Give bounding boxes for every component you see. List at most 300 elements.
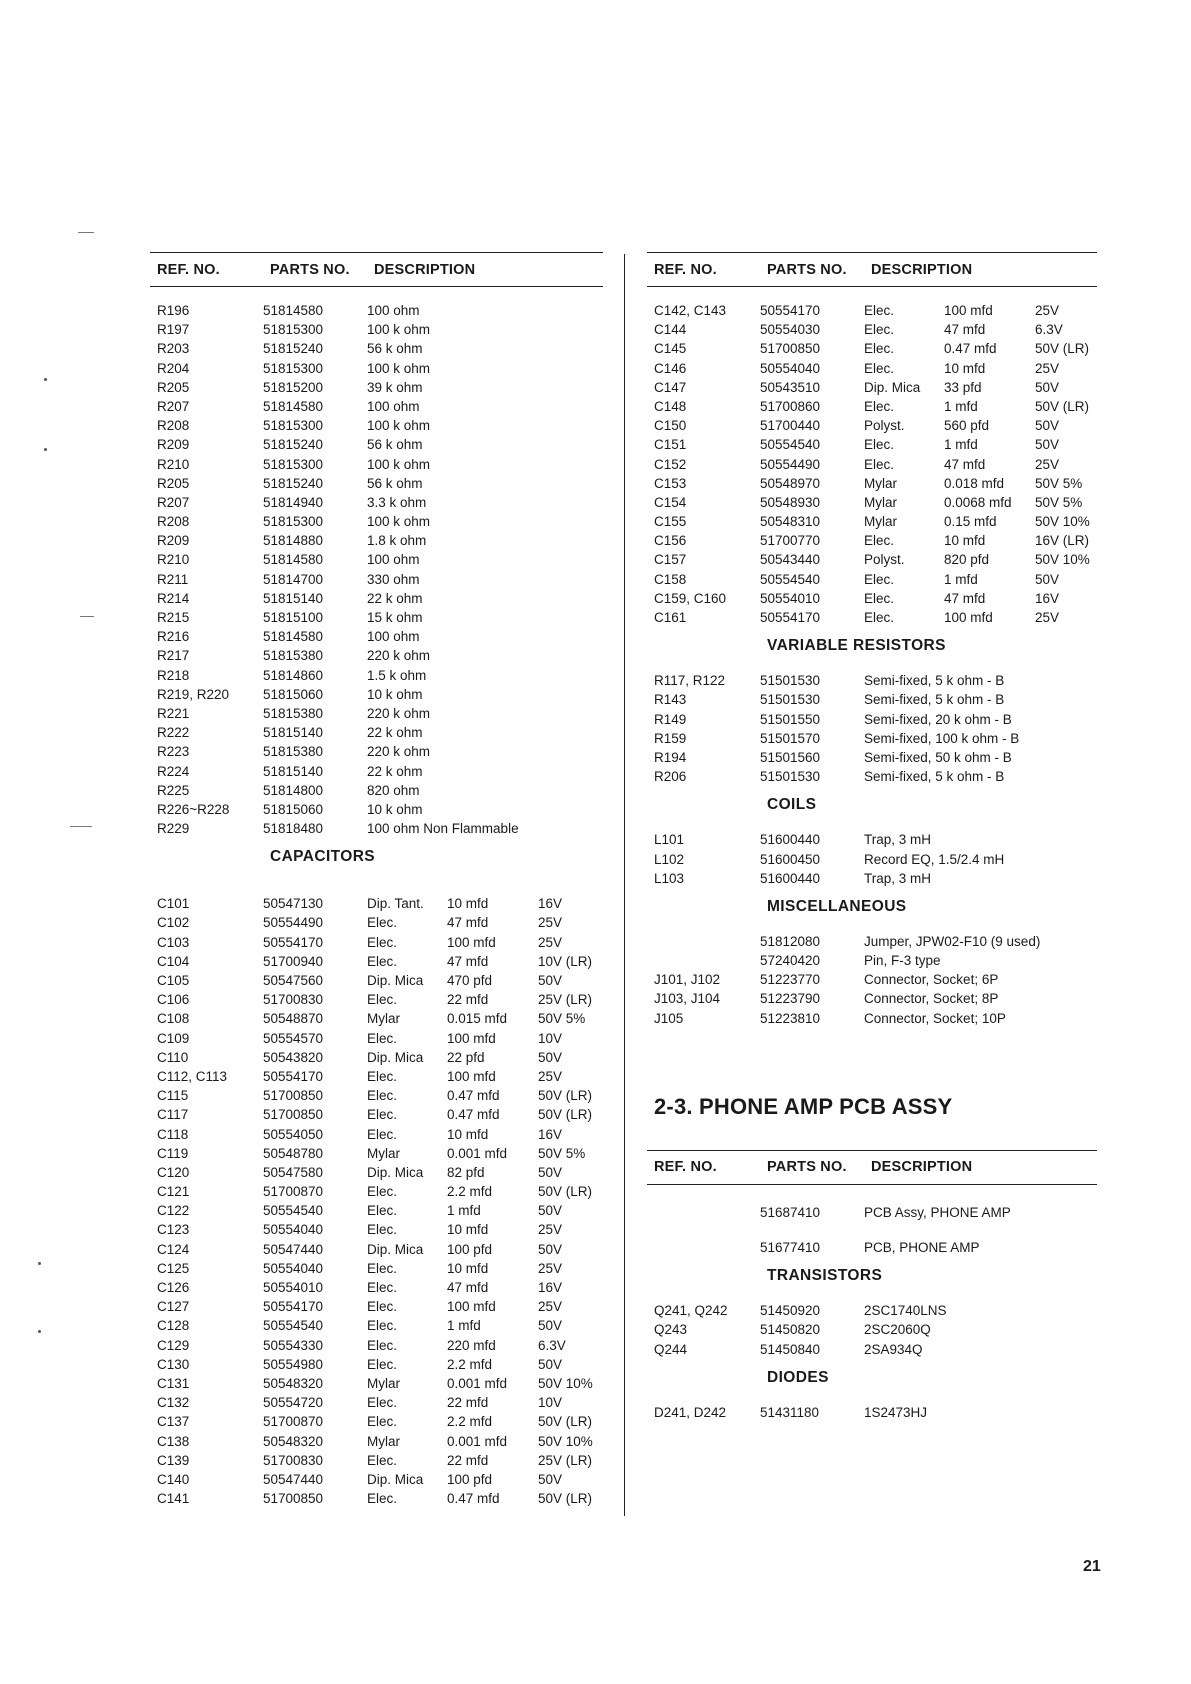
- resistor-row: [150, 762, 603, 781]
- value-cell: 100 mfd: [447, 934, 496, 950]
- description-cell: Record EQ, 1.5/2.4 mH: [864, 851, 1005, 867]
- ref-no-cell: R149: [654, 711, 687, 727]
- description-cell: 220 k ohm: [367, 648, 431, 664]
- parts-no-cell: 51815380: [263, 705, 324, 721]
- variable-resistor-row: [647, 690, 1097, 709]
- resistor-row: [150, 685, 603, 704]
- ref-no-cell: Q241, Q242: [654, 1303, 728, 1319]
- rating-cell: 50V: [1035, 418, 1060, 434]
- parts-no-cell: 51700940: [263, 953, 324, 969]
- capacitor-row: [150, 1432, 603, 1451]
- parts-no-cell: 51814580: [263, 629, 324, 645]
- ref-no-cell: C117: [157, 1107, 189, 1123]
- misc-row: [647, 970, 1097, 989]
- description-cell: 10 k ohm: [367, 686, 423, 702]
- parts-no-header: PARTS NO.: [767, 261, 847, 278]
- capacitor-row: [647, 493, 1097, 512]
- description-cell: Trap, 3 mH: [864, 870, 932, 886]
- parts-no-cell: 50554540: [760, 571, 821, 587]
- capacitor-row: [150, 1105, 603, 1124]
- value-cell: 1 mfd: [944, 398, 978, 414]
- parts-no-cell: 50554330: [263, 1337, 324, 1353]
- value-cell: 1 mfd: [944, 437, 978, 453]
- type-cell: Elec.: [864, 533, 895, 549]
- value-cell: 1 mfd: [447, 1203, 481, 1219]
- parts-no-cell: 51815300: [263, 456, 324, 472]
- type-cell: Elec.: [864, 590, 895, 606]
- capacitor-row: [150, 894, 603, 913]
- description-header: DESCRIPTION: [871, 261, 973, 278]
- spacer: [647, 287, 1097, 301]
- rating-cell: 25V: [538, 1068, 563, 1084]
- rating-cell: 50V: [538, 1164, 563, 1180]
- parts-no-cell: 50547130: [263, 896, 324, 912]
- spacer: [150, 287, 603, 301]
- spacer: [150, 876, 603, 894]
- rating-cell: 6.3V: [538, 1337, 566, 1353]
- type-cell: Elec.: [864, 303, 895, 318]
- type-cell: Elec.: [367, 1260, 398, 1276]
- type-cell: Elec.: [367, 1222, 398, 1238]
- rating-cell: 10V: [538, 1395, 563, 1411]
- description-header: DESCRIPTION: [871, 1159, 973, 1176]
- ref-no-cell: C148: [654, 398, 687, 414]
- variable-resistor-list: [647, 671, 1097, 786]
- value-cell: 33 pfd: [944, 379, 982, 395]
- rating-cell: 25V: [1035, 303, 1060, 318]
- ref-no-cell: R216: [157, 629, 190, 645]
- parts-no-cell: 51815380: [263, 648, 324, 664]
- resistor-row: [150, 378, 603, 397]
- rating-cell: 25V: [1035, 610, 1060, 625]
- parts-no-cell: 51700830: [263, 992, 324, 1008]
- ref-no-cell: R211: [157, 571, 189, 587]
- capacitor-row: [150, 1374, 603, 1393]
- capacitor-list: [647, 301, 1097, 627]
- capacitor-row: [647, 301, 1097, 320]
- parts-no-cell: 51501550: [760, 711, 821, 727]
- spacer: [647, 1028, 1097, 1084]
- parts-no-cell: 50554050: [263, 1126, 324, 1142]
- resistor-row: [150, 800, 603, 819]
- description-cell: 100 k ohm: [367, 322, 431, 338]
- ref-no-cell: C155: [654, 514, 687, 530]
- resistor-row: [150, 819, 603, 838]
- rating-cell: 50V: [1035, 379, 1060, 395]
- section-heading: 2-3. PHONE AMP PCB ASSY: [654, 1093, 953, 1119]
- ref-no-cell: C110: [157, 1049, 189, 1065]
- parts-no-cell: 51501530: [760, 769, 821, 785]
- value-cell: 470 pfd: [447, 973, 493, 988]
- scan-dot: [38, 1262, 41, 1265]
- value-cell: 100 mfd: [944, 610, 993, 625]
- ref-no-cell: R217: [157, 648, 190, 664]
- capacitors-title: CAPACITORS: [270, 848, 376, 866]
- capacitor-row: [150, 1182, 603, 1201]
- ref-no-cell: J103, J104: [654, 991, 721, 1007]
- type-cell: Elec.: [367, 1356, 398, 1372]
- type-cell: Elec.: [367, 1203, 398, 1219]
- ref-no-cell: C105: [157, 973, 190, 988]
- ref-no-cell: C123: [157, 1222, 190, 1238]
- parts-no-cell: 50548970: [760, 475, 821, 491]
- ref-no-cell: C118: [157, 1126, 189, 1142]
- parts-no-cell: 51812080: [760, 933, 821, 949]
- parts-no-cell: 51700860: [760, 398, 821, 414]
- capacitor-row: [647, 512, 1097, 531]
- resistor-row: [150, 455, 603, 474]
- right-parts-table: [647, 252, 1097, 1422]
- assy-list: [647, 1203, 1097, 1257]
- rating-cell: 6.3V: [1035, 322, 1063, 338]
- capacitor-row: [150, 1144, 603, 1163]
- rating-cell: 50V: [1035, 437, 1060, 453]
- parts-no-cell: 51431180: [760, 1404, 820, 1420]
- ref-no-cell: C151: [654, 437, 687, 453]
- description-cell: 22 k ohm: [367, 590, 423, 606]
- parts-no-header: PARTS NO.: [270, 261, 350, 278]
- ref-no-header: REF. NO.: [654, 261, 717, 278]
- ref-no-cell: C161: [654, 610, 687, 625]
- value-cell: 0.001 mfd: [447, 1433, 508, 1449]
- description-cell: 39 k ohm: [367, 379, 423, 395]
- description-cell: Semi-fixed, 5 k ohm - B: [864, 692, 1005, 708]
- description-cell: 15 k ohm: [367, 610, 423, 625]
- type-cell: Dip. Tant.: [367, 896, 424, 912]
- ref-no-cell: R229: [157, 821, 190, 837]
- ref-no-cell: C101: [157, 896, 190, 912]
- description-header: DESCRIPTION: [374, 261, 476, 278]
- resistor-row: [150, 359, 603, 378]
- capacitor-row: [647, 435, 1097, 454]
- description-cell: 100 ohm: [367, 629, 420, 645]
- capacitor-row: [150, 1259, 603, 1278]
- ref-no-cell: R210: [157, 552, 190, 568]
- parts-no-cell: 51815300: [263, 514, 324, 530]
- ref-no-cell: L103: [654, 870, 685, 886]
- description-cell: Semi-fixed, 20 k ohm - B: [864, 711, 1012, 727]
- value-cell: 0.015 mfd: [447, 1011, 508, 1027]
- resistor-row: [150, 742, 603, 761]
- ref-no-cell: C158: [654, 571, 687, 587]
- transistor-row: [647, 1340, 1097, 1359]
- parts-no-cell: 51700830: [263, 1452, 324, 1468]
- ref-no-cell: C137: [157, 1414, 190, 1430]
- type-cell: Elec.: [367, 1184, 398, 1200]
- value-cell: 100 mfd: [447, 1299, 496, 1315]
- ref-no-cell: C141: [157, 1491, 190, 1507]
- ref-no-cell: C140: [157, 1471, 190, 1487]
- type-cell: Elec.: [367, 1337, 398, 1353]
- ref-no-cell: C125: [157, 1260, 190, 1276]
- type-cell: Elec.: [367, 1280, 398, 1295]
- misc-row: [647, 989, 1097, 1008]
- type-cell: Elec.: [367, 915, 398, 931]
- description-cell: 100 k ohm: [367, 514, 431, 530]
- description-cell: 22 k ohm: [367, 763, 423, 779]
- rating-cell: 50V (LR): [1035, 398, 1090, 414]
- parts-no-cell: 50554170: [263, 934, 324, 950]
- capacitor-row: [647, 397, 1097, 416]
- ref-no-cell: C112, C113: [157, 1068, 228, 1084]
- description-cell: Semi-fixed, 50 k ohm - B: [864, 749, 1012, 765]
- parts-no-cell: 51501560: [760, 749, 821, 765]
- resistor-row: [150, 608, 603, 627]
- parts-no-cell: 50554980: [263, 1356, 324, 1372]
- misc-list: [647, 932, 1097, 1028]
- description-cell: 100 ohm: [367, 398, 420, 414]
- value-cell: 10 mfd: [447, 1222, 489, 1238]
- parts-no-cell: 51814580: [263, 398, 324, 414]
- ref-no-cell: R194: [654, 749, 687, 765]
- value-cell: 0.001 mfd: [447, 1145, 508, 1161]
- value-cell: 100 pfd: [447, 1471, 493, 1487]
- ref-no-cell: J105: [654, 1010, 684, 1026]
- value-cell: 560 pfd: [944, 418, 990, 434]
- parts-no-cell: 50554040: [760, 360, 821, 376]
- ref-no-cell: C104: [157, 953, 190, 969]
- ref-no-cell: C115: [157, 1088, 189, 1104]
- parts-no-cell: 57240420: [760, 953, 821, 969]
- ref-no-cell: R214: [157, 590, 190, 606]
- table-header: [647, 1150, 1097, 1185]
- resistor-list: [150, 301, 603, 838]
- parts-no-cell: 51815060: [263, 801, 324, 817]
- ref-no-cell: C128: [157, 1318, 190, 1334]
- parts-no-cell: 50554030: [760, 322, 821, 338]
- type-cell: Elec.: [864, 437, 895, 453]
- value-cell: 47 mfd: [944, 590, 986, 606]
- type-cell: Elec.: [367, 1107, 398, 1123]
- ref-no-cell: L102: [654, 851, 685, 867]
- scan-dot: [38, 1330, 41, 1333]
- rating-cell: 50V: [538, 1318, 563, 1334]
- ref-no-cell: Q243: [654, 1322, 688, 1338]
- value-cell: 0.47 mfd: [447, 1491, 500, 1507]
- capacitor-row: [647, 608, 1097, 627]
- parts-no-cell: 51815300: [263, 360, 324, 376]
- resistor-row: [150, 397, 603, 416]
- description-cell: Connector, Socket; 6P: [864, 972, 999, 988]
- value-cell: 100 pfd: [447, 1241, 493, 1257]
- parts-no-cell: 50547440: [263, 1471, 324, 1487]
- capacitor-row: [647, 474, 1097, 493]
- transistor-list: [647, 1301, 1097, 1359]
- ref-no-cell: J101, J102: [654, 972, 721, 988]
- description-cell: Jumper, JPW02-F10 (9 used): [864, 933, 1041, 949]
- ref-no-cell: C109: [157, 1030, 190, 1046]
- description-cell: Connector, Socket; 8P: [864, 991, 999, 1007]
- ref-no-cell: R204: [157, 360, 190, 376]
- parts-no-cell: 51700440: [760, 418, 821, 434]
- ref-no-cell: C126: [157, 1280, 190, 1295]
- ref-no-cell: C130: [157, 1356, 190, 1372]
- coil-row: [647, 869, 1097, 888]
- parts-no-cell: 51223770: [760, 972, 821, 988]
- parts-no-cell: 51600450: [760, 851, 821, 867]
- ref-no-cell: R223: [157, 744, 190, 760]
- capacitor-row: [647, 531, 1097, 550]
- parts-no-cell: 51600440: [760, 832, 821, 848]
- ref-no-cell: C103: [157, 934, 190, 950]
- parts-no-cell: 51700870: [263, 1184, 324, 1200]
- capacitor-row: [150, 1297, 603, 1316]
- scan-dot: [44, 448, 47, 451]
- parts-no-cell: 50543510: [760, 379, 821, 395]
- page-number: 21: [1083, 1558, 1101, 1575]
- value-cell: 100 mfd: [447, 1030, 496, 1046]
- description-cell: 2SA934Q: [864, 1341, 923, 1357]
- description-cell: 220 k ohm: [367, 744, 431, 760]
- type-cell: Elec.: [864, 610, 895, 625]
- description-cell: 220 k ohm: [367, 705, 431, 721]
- type-cell: Dip. Mica: [367, 1049, 424, 1065]
- rating-cell: 25V: [538, 1299, 563, 1315]
- ref-no-cell: R221: [157, 705, 190, 721]
- capacitor-row: [647, 570, 1097, 589]
- parts-no-cell: 51815240: [263, 475, 324, 491]
- ref-no-cell: C147: [654, 379, 687, 395]
- ref-no-cell: R203: [157, 341, 190, 357]
- parts-no-cell: 51501570: [760, 730, 821, 746]
- description-cell: 22 k ohm: [367, 725, 423, 741]
- parts-no-cell: 50548930: [760, 494, 821, 510]
- ref-no-cell: C108: [157, 1011, 190, 1027]
- parts-no-cell: 51814580: [263, 303, 324, 318]
- ref-no-cell: R219, R220: [157, 686, 230, 702]
- parts-no-cell: 50554540: [760, 437, 821, 453]
- capacitor-row: [150, 913, 603, 932]
- description-cell: 1.8 k ohm: [367, 533, 427, 549]
- assy-row: [647, 1203, 1097, 1222]
- value-cell: 0.47 mfd: [447, 1088, 500, 1104]
- variable-resistors-title: VARIABLE RESISTORS: [767, 637, 946, 655]
- rating-cell: 10V (LR): [538, 953, 593, 969]
- parts-no-cell: 51677410: [760, 1240, 821, 1255]
- variable-resistor-row: [647, 729, 1097, 748]
- type-cell: Dip. Mica: [864, 379, 921, 395]
- parts-no-cell: 50548320: [263, 1433, 324, 1449]
- description-cell: 330 ohm: [367, 571, 420, 587]
- parts-no-cell: 51600440: [760, 870, 821, 886]
- diodes-title: DIODES: [767, 1368, 829, 1386]
- ref-no-cell: C152: [654, 456, 687, 472]
- ref-no-cell: C106: [157, 992, 190, 1008]
- resistor-row: [150, 589, 603, 608]
- capacitor-row: [150, 1048, 603, 1067]
- parts-no-cell: 50554540: [263, 1318, 324, 1334]
- rating-cell: 50V (LR): [538, 1088, 593, 1104]
- parts-no-cell: 51700850: [263, 1088, 324, 1104]
- ref-no-cell: Q244: [654, 1341, 688, 1357]
- capacitor-row: [150, 1009, 603, 1028]
- capacitor-row: [150, 1220, 603, 1239]
- ref-no-cell: C129: [157, 1337, 190, 1353]
- resistor-row: [150, 666, 603, 685]
- rating-cell: 50V 10%: [538, 1375, 593, 1391]
- resistor-row: [150, 320, 603, 339]
- misc-title: MISCELLANEOUS: [767, 897, 907, 915]
- ref-no-cell: C139: [157, 1452, 190, 1468]
- value-cell: 100 mfd: [944, 303, 993, 318]
- parts-no-cell: 51814700: [263, 571, 324, 587]
- value-cell: 47 mfd: [447, 953, 489, 969]
- resistor-row: [150, 416, 603, 435]
- ref-no-cell: C156: [654, 533, 687, 549]
- left-parts-table: [150, 252, 603, 1508]
- value-cell: 0.15 mfd: [944, 514, 997, 530]
- type-cell: Elec.: [864, 360, 895, 376]
- ref-no-header: REF. NO.: [157, 261, 220, 278]
- parts-no-header: PARTS NO.: [767, 1159, 847, 1176]
- column-divider: [624, 254, 625, 1516]
- description-cell: 100 ohm: [367, 303, 420, 318]
- value-cell: 0.0068 mfd: [944, 494, 1012, 510]
- ref-no-cell: C131: [157, 1375, 190, 1391]
- value-cell: 10 mfd: [447, 1126, 489, 1142]
- parts-no-cell: 51450820: [760, 1322, 821, 1338]
- ref-no-cell: C132: [157, 1395, 190, 1411]
- resistor-row: [150, 301, 603, 320]
- ref-no-cell: R143: [654, 692, 687, 708]
- parts-no-cell: 51700850: [760, 341, 821, 357]
- coil-list: [647, 830, 1097, 888]
- rating-cell: 50V: [538, 1356, 563, 1372]
- type-cell: Mylar: [864, 475, 897, 491]
- capacitor-row: [150, 1316, 603, 1335]
- spacer: [647, 1185, 1097, 1203]
- rating-cell: 50V (LR): [538, 1414, 593, 1430]
- parts-no-cell: 51501530: [760, 673, 821, 689]
- resistor-row: [150, 339, 603, 358]
- capacitor-list: [150, 894, 603, 1508]
- description-cell: 100 k ohm: [367, 418, 431, 434]
- assy-row: [647, 1238, 1097, 1257]
- description-cell: PCB, PHONE AMP: [864, 1240, 980, 1255]
- parts-no-cell: 50554720: [263, 1395, 324, 1411]
- parts-no-cell: 50547440: [263, 1241, 324, 1257]
- description-cell: 56 k ohm: [367, 437, 423, 453]
- misc-row: [647, 951, 1097, 970]
- ref-no-cell: R209: [157, 533, 190, 549]
- capacitor-row: [647, 550, 1097, 569]
- capacitor-row: [150, 990, 603, 1009]
- parts-no-cell: 51818480: [263, 821, 324, 837]
- resistor-row: [150, 627, 603, 646]
- ref-no-cell: R196: [157, 303, 190, 318]
- rating-cell: 25V (LR): [538, 992, 593, 1008]
- value-cell: 22 mfd: [447, 1395, 489, 1411]
- resistor-row: [150, 723, 603, 742]
- capacitor-row: [150, 1393, 603, 1412]
- value-cell: 22 mfd: [447, 1452, 489, 1468]
- type-cell: Mylar: [367, 1145, 400, 1161]
- rating-cell: 16V: [1035, 590, 1060, 606]
- ref-no-cell: R222: [157, 725, 190, 741]
- description-cell: 100 ohm: [367, 552, 420, 568]
- resistor-row: [150, 704, 603, 723]
- type-cell: Mylar: [367, 1433, 400, 1449]
- ref-no-cell: C138: [157, 1433, 190, 1449]
- ref-no-cell: C124: [157, 1241, 190, 1257]
- description-cell: 820 ohm: [367, 782, 420, 798]
- parts-no-cell: 51815140: [263, 763, 324, 779]
- capacitor-row: [150, 1201, 603, 1220]
- resistor-row: [150, 512, 603, 531]
- ref-no-cell: R207: [157, 398, 190, 414]
- parts-no-cell: 51815140: [263, 590, 324, 606]
- parts-no-cell: 50554570: [263, 1030, 324, 1046]
